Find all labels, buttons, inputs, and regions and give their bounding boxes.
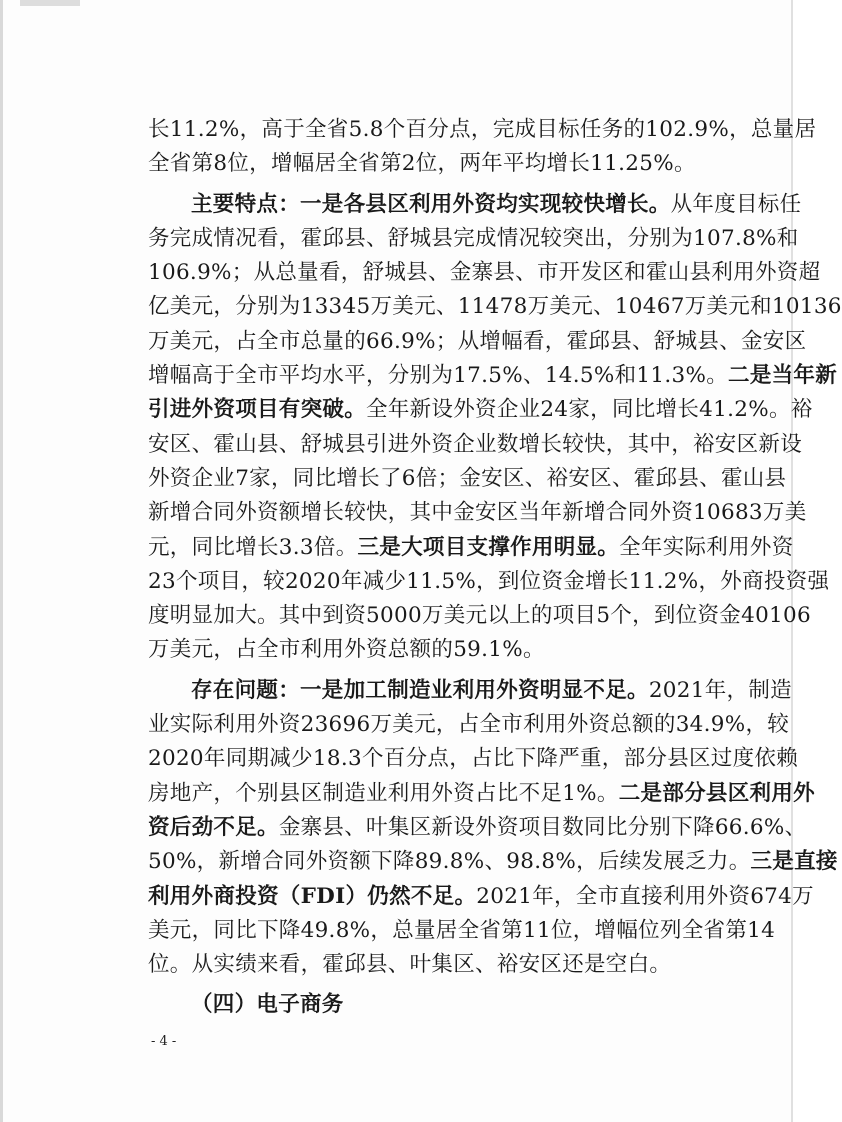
document-body: [148, 113, 842, 1023]
bold-text-segment: 二是部分县区利用外: [618, 780, 815, 806]
text-line: [148, 428, 803, 462]
text-segment: 安区、霍山县、舒城县引进外资企业数增长较快，其中，裕安区新设: [148, 431, 803, 457]
text-line: [148, 359, 838, 393]
text-segment: 全年实际利用外资: [619, 534, 794, 560]
text-line: [148, 988, 688, 1022]
text-segment: 2021年，全市直接利用外资674万: [476, 883, 814, 909]
text-segment: 房地产，个别县区制造业利用外资占比不足1%。: [148, 780, 619, 806]
text-segment: 23个项目，较2020年减少11.5%，到位资金增长11.2%，外商投资强: [148, 568, 830, 594]
text-line: [148, 113, 817, 147]
text-line: [148, 599, 811, 633]
text-line: [148, 462, 787, 496]
text-segment: 位。从实绩来看，霍邱县、叶集区、裕安区还是空白。: [148, 952, 672, 978]
text-line: [148, 777, 815, 811]
text-segment: 2021年，制造: [648, 677, 792, 703]
scan-edge-right: [791, 0, 793, 1122]
text-segment: 万美元，占全市利用外资总额的59.1%。: [148, 637, 545, 663]
scan-mark: [20, 0, 80, 6]
text-segment: 度明显加大。其中到资5000万美元以上的项目5个，到位资金40106: [148, 603, 811, 629]
text-line: [148, 147, 696, 181]
page-number: - 4 -: [151, 1034, 177, 1049]
text-line: [148, 531, 794, 565]
scan-edge-left: [0, 0, 3, 1122]
text-line: [148, 565, 830, 599]
bold-text-segment: 存在问题：一是加工制造业利用外资明显不足。: [191, 677, 649, 703]
text-segment: 106.9%；从总量看，舒城县、金寨县、市开发区和霍山县利用外资超: [148, 260, 821, 286]
text-line: [148, 708, 790, 742]
text-line: [148, 393, 813, 427]
text-segment: 2020年同期减少18.3个百分点，占比下降严重，部分县区过度依赖: [148, 746, 798, 772]
text-segment: 新增合同外资额增长较快，其中金安区当年新增合同外资10683万美: [148, 500, 807, 526]
text-line: [148, 845, 838, 879]
text-line: [148, 496, 807, 530]
bold-text-segment: 资后劲不足。: [148, 814, 279, 840]
text-segment: 全省第8位，增幅居全省第2位，两年平均增长11.25%。: [148, 151, 696, 177]
bold-text-segment: 二是当年新: [728, 363, 838, 389]
bold-text-segment: （四）电子商务: [191, 992, 344, 1018]
bold-text-segment: 利用外商投资（FDI）仍然不足。: [148, 883, 477, 909]
text-segment: 金寨县、叶集区新设外资项目数同比分别下降66.6%、: [278, 814, 807, 840]
text-line: [148, 914, 776, 948]
text-segment: 元，同比增长3.3倍。: [148, 534, 358, 560]
text-segment: 增幅高于全市平均水平，分别为17.5%、14.5%和11.3%。: [148, 363, 729, 389]
text-line: [148, 880, 814, 914]
text-line: [148, 222, 799, 256]
bold-text-segment: 三是直接: [750, 849, 838, 875]
text-segment: 长11.2%，高于全省5.8个百分点，完成目标任务的102.9%，总量居: [148, 117, 817, 142]
text-line: [148, 674, 792, 708]
text-line: [148, 325, 807, 359]
text-line: [148, 256, 821, 290]
text-segment: 外资企业7家，同比增长了6倍；金安区、裕安区、霍邱县、霍山县: [148, 465, 787, 491]
text-segment: 业实际利用外资23696万美元，占全市利用外资总额的34.9%，较: [148, 712, 790, 738]
text-segment: 美元，同比下降49.8%，总量居全省第11位，增幅位列全省第14: [148, 917, 776, 943]
text-line: [148, 811, 807, 845]
text-line: [148, 742, 798, 776]
bold-text-segment: 主要特点：一是各县区利用外资均实现较快增长。: [191, 191, 671, 217]
text-line: [148, 290, 842, 324]
text-segment: 从年度目标任: [670, 191, 802, 217]
bold-text-segment: 引进外资项目有突破。: [148, 397, 367, 423]
text-segment: 务完成情况看，霍邱县、舒城县完成情况较突出，分别为107.8%和: [148, 225, 799, 251]
text-segment: 万美元，占全市总量的66.9%；从增幅看，霍邱县、舒城县、金安区: [148, 328, 807, 354]
bold-text-segment: 三是大项目支撑作用明显。: [357, 534, 620, 560]
text-line: [148, 188, 802, 222]
text-segment: 50%，新增合同外资额下降89.8%、98.8%，后续发展乏力。: [148, 849, 751, 875]
text-segment: 亿美元，分别为13345万美元、11478万美元、10467万美元和10136: [148, 294, 842, 320]
text-line: [148, 633, 688, 667]
text-segment: 全年新设外资企业24家，同比增长41.2%。裕: [366, 397, 813, 423]
text-line: [148, 948, 688, 982]
